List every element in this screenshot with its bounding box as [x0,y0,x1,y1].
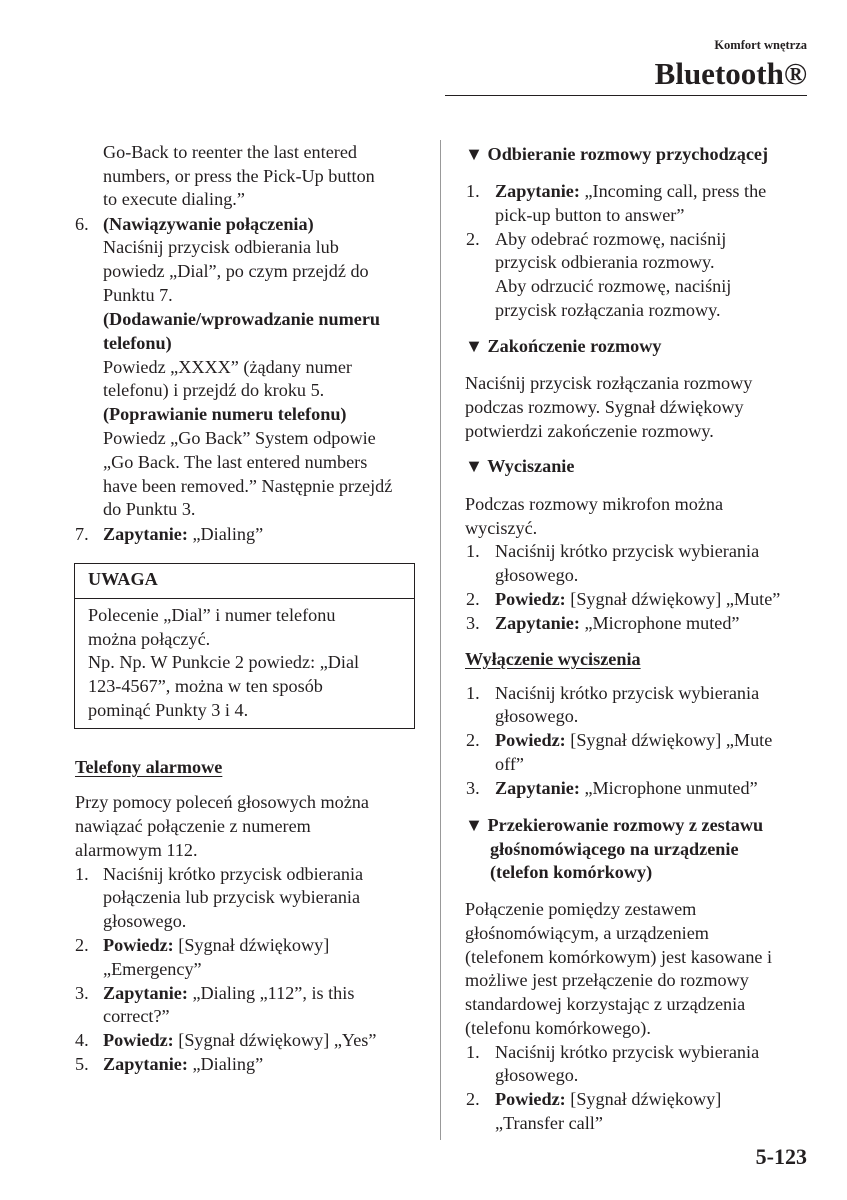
plain-text: możliwe jest przełączenie do rozmowy [465,970,749,990]
text-line [103,885,360,909]
list-number: 3. [466,613,480,633]
plain-text: głosowego. [495,565,579,585]
text-line [495,587,780,611]
text-line [495,298,721,322]
plain-text: „Emergency” [103,959,202,979]
list-number: 6. [75,214,89,234]
bold-text: Zapytanie: [103,1054,188,1074]
bold-text: Powiedz: [495,1089,566,1109]
bold-text: (Dodawanie/wprowadzanie numeru [103,309,381,329]
subheading [465,334,661,358]
text-line [495,250,715,274]
text-line [103,450,367,474]
plain-text: Np. Np. W Punkcie 2 powiedz: „Dial [88,652,360,672]
text-line [103,862,363,886]
bold-text: (Poprawianie numeru telefonu) [103,404,347,424]
plain-text: Naciśnij przycisk odbierania lub [103,237,339,257]
text-line [103,164,375,188]
text-line [495,728,772,752]
plain-text: Podczas rozmowy mikrofon można [465,494,724,514]
plain-text: Naciśnij krótko przycisk wybierania [495,683,760,703]
text-line [75,790,369,814]
text-line [103,497,195,521]
text-line [495,1087,721,1111]
plain-text: Powiedz „Go Back” System odpowie [103,428,376,448]
plain-text: [Sygnał dźwiękowy] „Mute [565,730,773,750]
text-line [88,603,335,627]
bold-text: Powiedz: [103,1030,174,1050]
plain-text: have been removed.” Następnie przejdź [103,476,393,496]
header-rule [445,95,807,96]
bold-text: ▼ Zakończenie rozmowy [465,336,662,356]
text-line [88,650,359,674]
plain-text: Punktu 7. [103,285,173,305]
text-line [465,968,749,992]
text-line [88,627,210,651]
subheading [103,402,347,426]
plain-text: „Microphone muted” [579,613,740,633]
plain-text: „Dialing „112”, is this [187,983,355,1003]
section-heading [465,647,641,671]
bold-text: Zapytanie: [103,524,188,544]
text-line [495,539,759,563]
bold-text: Powiedz: [495,730,566,750]
list-number: 3. [75,983,89,1003]
plain-text: [Sygnał dźwiękowy] [565,1089,722,1109]
plain-text: Aby odebrać rozmowę, naciśnij [495,229,727,249]
text-line [103,283,173,307]
plain-text: pick-up button to answer” [495,205,685,225]
plain-text: „Microphone unmuted” [579,778,758,798]
text-line [495,752,524,776]
text-line [465,419,714,443]
text-line [495,681,759,705]
list-number: 1. [466,541,480,561]
plain-text: Go-Back to reenter the last entered [103,142,358,162]
plain-text: [Sygnał dźwiękowy] [173,935,330,955]
subheading [88,567,158,591]
bold-text: Zapytanie: [495,613,580,633]
subheading [465,142,768,166]
text-line [495,611,739,635]
plain-text: to execute dialing.” [103,189,245,209]
plain-text: Połączenie pomiędzy zestawem [465,899,697,919]
plain-text: głośnomówiącym, a urządzeniem [465,923,709,943]
text-line [103,259,369,283]
plain-text: „Go Back. The last entered numbers [103,452,368,472]
plain-text: Naciśnij krótko przycisk odbierania [103,864,364,884]
list-number: 4. [75,1030,89,1050]
text-line [75,838,198,862]
list-number: 2. [466,730,480,750]
text-line [465,492,723,516]
text-line [465,1016,651,1040]
plain-text: (telefonem komórkowym) jest kasowane i [465,947,773,967]
text-line [495,1111,603,1135]
bold-text: UWAGA [88,569,158,589]
note-box-divider [74,598,415,599]
subheading [465,454,574,478]
text-line [495,1063,578,1087]
bold-text: Powiedz: [103,935,174,955]
plain-text: wyciszyć. [465,518,538,538]
plain-text: numbers, or press the Pick-Up button [103,166,375,186]
text-line [465,897,696,921]
list-number: 5. [75,1054,89,1074]
section-title: Komfort wnętrza [714,38,807,52]
plain-text: „Incoming call, press the [579,181,767,201]
text-line [103,235,339,259]
plain-text: połączenia lub przycisk wybierania [103,887,361,907]
text-line [103,187,245,211]
plain-text: można połączyć. [88,629,211,649]
plain-text: Aby odrzucić rozmowę, naciśnij [495,276,732,296]
plain-text: Naciśnij krótko przycisk wybierania [495,1042,760,1062]
plain-text: alarmowym 112. [75,840,198,860]
plain-text: powiedz „Dial”, po czym przejdź do [103,261,369,281]
plain-text: correct?” [103,1006,170,1026]
subheading [490,860,652,884]
list-number: 1. [75,864,89,884]
list-number: 1. [466,1042,480,1062]
text-line [465,516,537,540]
plain-text: (telefonu komórkowego). [465,1018,651,1038]
text-line [495,776,758,800]
plain-text: głosowego. [495,706,579,726]
plain-text: nawiązać połączenie z numerem [75,816,311,836]
text-line [465,945,772,969]
text-line [103,355,352,379]
text-line [103,522,263,546]
text-line [103,1004,170,1028]
subheading [103,307,380,331]
bold-text: (telefon komórkowy) [490,862,653,882]
plain-text: przycisk rozłączania rozmowy. [495,300,721,320]
list-number: 2. [466,229,480,249]
plain-text: Naciśnij przycisk rozłączania rozmowy [465,373,753,393]
page-number: 5-123 [755,1144,807,1169]
text-line [88,674,323,698]
text-line [495,203,684,227]
list-number: 2. [466,1089,480,1109]
text-line [103,1028,376,1052]
list-number: 7. [75,524,89,544]
text-line [103,474,392,498]
plain-text: potwierdzi zakończenie rozmowy. [465,421,714,441]
text-line [495,179,766,203]
list-number: 2. [466,589,480,609]
plain-text: Naciśnij krótko przycisk wybierania [495,541,760,561]
text-line [495,704,578,728]
text-line [465,992,745,1016]
plain-text: [Sygnał dźwiękowy] „Yes” [173,1030,377,1050]
plain-text: Powiedz „XXXX” (żądany numer [103,357,352,377]
bold-text: Powiedz: [495,589,566,609]
text-line [103,378,324,402]
section-heading [75,755,222,779]
plain-text: podczas rozmowy. Sygnał dźwiękowy [465,397,744,417]
text-line [103,140,357,164]
plain-text: „Transfer call” [495,1113,603,1133]
text-line [103,981,354,1005]
bold-text: ▼ Przekierowanie rozmowy z zestawu [465,815,764,835]
plain-text: „Dialing” [187,524,264,544]
list-number: 1. [466,683,480,703]
column-divider [440,140,441,1140]
plain-text: off” [495,754,524,774]
list-number: 1. [466,181,480,201]
bold-text: Zapytanie: [495,181,580,201]
text-line [103,909,186,933]
plain-text: telefonu) i przejdź do kroku 5. [103,380,325,400]
text-line [103,426,376,450]
plain-text: głosowego. [103,911,187,931]
text-line [495,1040,759,1064]
list-number: 2. [75,935,89,955]
text-line [465,395,744,419]
plain-text: Polecenie „Dial” i numer telefonu [88,605,336,625]
bold-text: Wyłączenie wyciszenia [465,649,641,669]
page-title: Bluetooth® [654,56,807,91]
plain-text: 123-4567”, można w ten sposób [88,676,323,696]
bold-text: ▼ Odbieranie rozmowy przychodzącej [465,144,769,164]
text-line [103,957,202,981]
subheading [490,837,739,861]
plain-text: [Sygnał dźwiękowy] „Mute” [565,589,781,609]
text-line [103,933,329,957]
subheading [103,331,172,355]
plain-text: Przy pomocy poleceń głosowych można [75,792,369,812]
text-line [88,698,248,722]
plain-text: przycisk odbierania rozmowy. [495,252,715,272]
plain-text: głosowego. [495,1065,579,1085]
bold-text: Telefony alarmowe [75,757,223,777]
text-line [465,371,752,395]
bold-text: (Nawiązywanie połączenia) [103,214,314,234]
list-number: 3. [466,778,480,798]
text-line [103,1052,263,1076]
text-line [75,814,311,838]
text-line [495,563,578,587]
plain-text: do Punktu 3. [103,499,196,519]
bold-text: głośnomówiącego na urządzenie [490,839,739,859]
bold-text: Zapytanie: [103,983,188,1003]
text-line [495,274,731,298]
bold-text: ▼ Wyciszanie [465,456,575,476]
subheading [103,212,314,236]
plain-text: pominąć Punkty 3 i 4. [88,700,249,720]
text-line [495,227,726,251]
bold-text: telefonu) [103,333,172,353]
plain-text: standardowej korzystając z urządzenia [465,994,746,1014]
text-line [465,921,709,945]
plain-text: „Dialing” [187,1054,264,1074]
subheading [465,813,763,837]
bold-text: Zapytanie: [495,778,580,798]
